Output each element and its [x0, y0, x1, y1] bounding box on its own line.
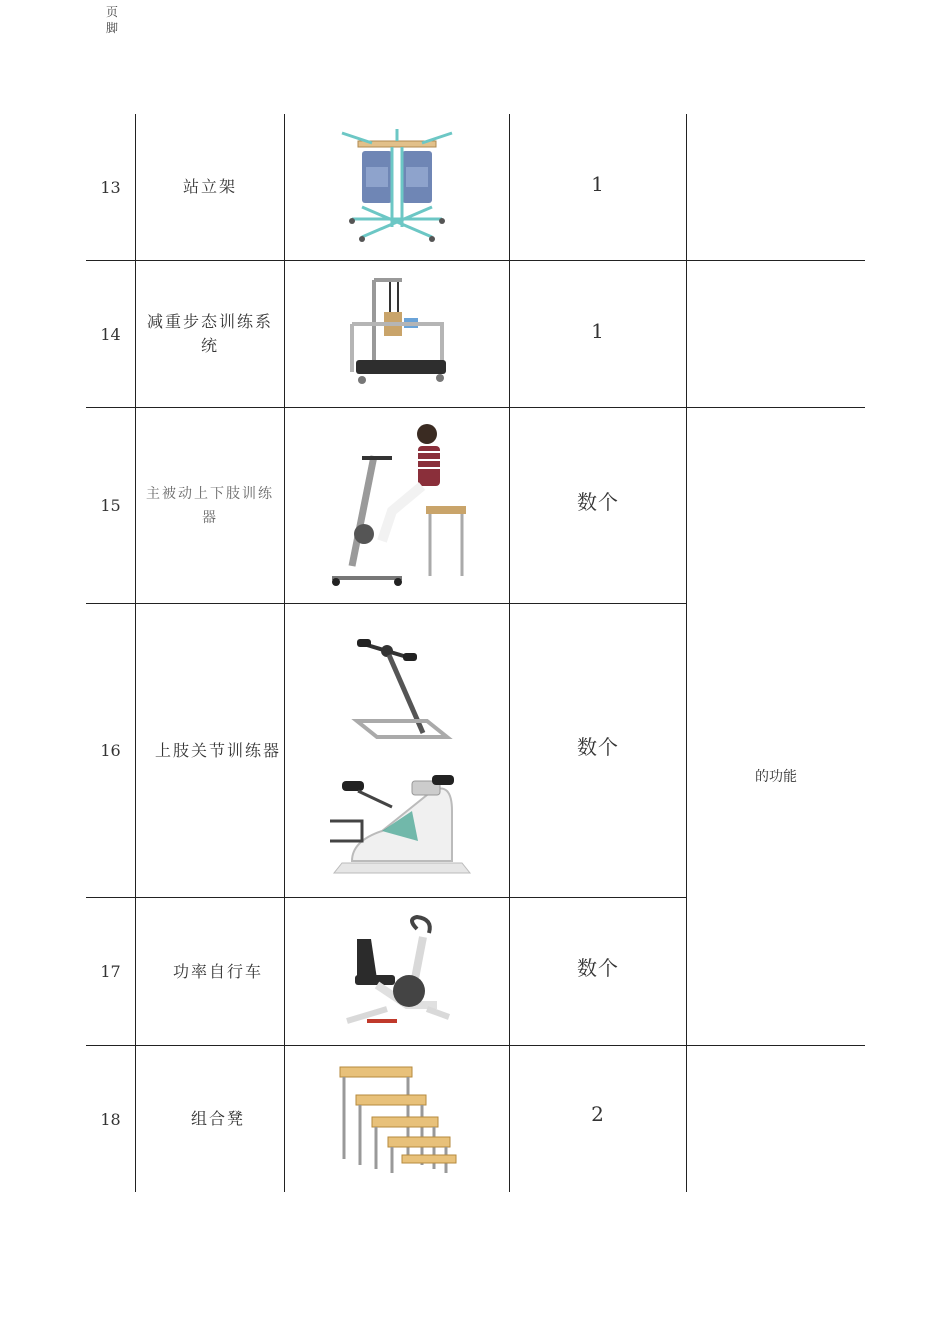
table-vline	[686, 114, 687, 1192]
remarks-cell	[687, 765, 865, 787]
equipment-name: 主被动上下肢训练器	[146, 485, 274, 526]
nesting-stools-icon	[285, 1046, 509, 1192]
quantity: 1	[591, 172, 605, 196]
quantity: 2	[591, 1102, 605, 1126]
motorized-arm-trainer-icon	[322, 751, 472, 881]
row-number: 18	[100, 1109, 121, 1129]
mini-pedal-exerciser-icon	[327, 621, 467, 751]
equipment-name: 组合凳	[190, 1109, 245, 1128]
quantity: 数个	[577, 490, 619, 514]
footer-char-1: 页	[105, 5, 118, 19]
weight-support-gait-trainer-icon	[285, 261, 509, 407]
equipment-name: 功率自行车	[172, 961, 263, 981]
row-number: 17	[100, 962, 121, 981]
standing-frame-icon	[285, 114, 509, 260]
row-number: 13	[100, 177, 121, 197]
active-passive-limb-trainer-icon	[285, 408, 509, 603]
row-number: 14	[100, 324, 121, 344]
footer-char-2: 脚	[105, 21, 118, 35]
upper-limb-joint-trainer-icon	[285, 604, 509, 897]
recumbent-exercise-bike-icon	[285, 898, 509, 1045]
quantity: 1	[591, 319, 605, 343]
remarks-text: 的功能	[755, 769, 797, 785]
equipment-name: 上肢关节训练器	[154, 740, 281, 760]
equipment-name: 站立架	[182, 177, 237, 196]
equipment-name: 减重步态训练系统	[146, 312, 273, 355]
row-number: 15	[100, 496, 121, 515]
row-number: 16	[100, 741, 121, 760]
quantity: 数个	[577, 956, 619, 980]
quantity: 数个	[577, 735, 619, 759]
page-footer-label	[104, 4, 120, 36]
